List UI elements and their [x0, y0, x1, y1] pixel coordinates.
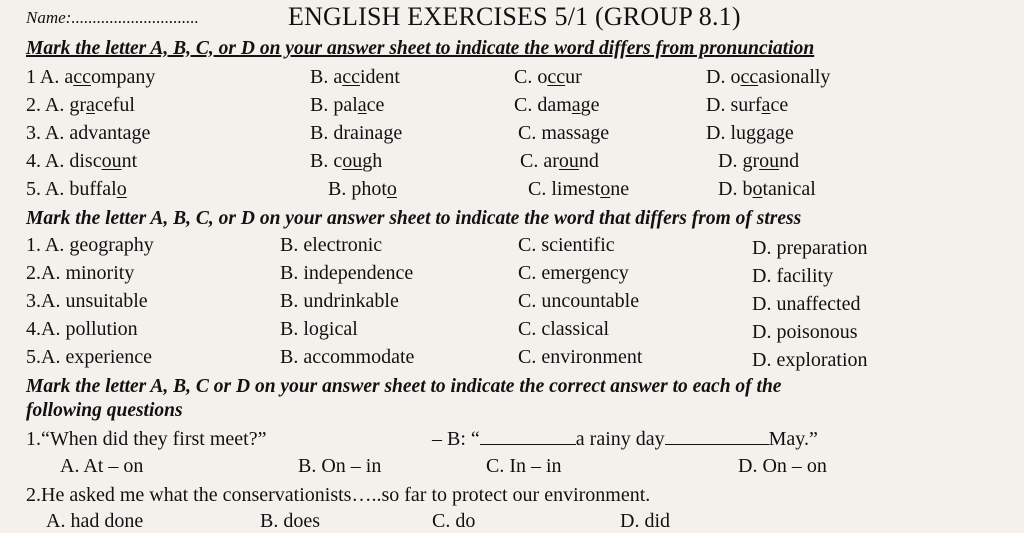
underlined-sound: o	[116, 178, 127, 200]
section1-instruction: Mark the letter A, B, C, or D on your answer sheet to indicate the word differs from pronunciation	[26, 38, 815, 59]
word-part: B. pal	[310, 94, 358, 116]
pronunciation-option-d	[706, 94, 788, 117]
pronunciation-option-b	[310, 150, 382, 173]
underlined-sound: ou	[101, 150, 122, 172]
pronunciation-option-b	[310, 94, 384, 117]
word-part: A. gr	[44, 94, 87, 116]
question-1-b-label: – B: “	[432, 428, 480, 450]
underlined-sound: a	[357, 94, 367, 116]
pronunciation-option-d	[706, 122, 794, 145]
stress-row-4	[0, 318, 1024, 346]
pronunciation-option-c	[514, 66, 582, 89]
word-part: A. buffal	[44, 178, 117, 200]
underlined-sound: a	[86, 94, 95, 116]
word-part: C. o	[514, 66, 548, 88]
stress-row-1	[0, 234, 1024, 262]
question-1-end: May.”	[768, 428, 818, 450]
pronunciation-option-d	[718, 178, 816, 201]
word-part: ident	[359, 66, 400, 88]
option-word: D. facility	[752, 265, 834, 287]
q2-option-a: A. had done	[46, 510, 144, 532]
q2-option-d: D. did	[620, 510, 670, 532]
name-label: Name:..............................	[26, 8, 199, 27]
stress-option-c	[518, 318, 609, 341]
underlined-sound: o	[752, 178, 763, 200]
word-part: D. gr	[718, 150, 760, 172]
q1-option-a: A. At – on	[60, 455, 144, 477]
pronunciation-option-b	[310, 122, 402, 145]
stress-option-d	[752, 321, 858, 344]
item-number: 3.	[26, 290, 41, 312]
underlined-sound: g	[774, 122, 785, 144]
option-word: C. uncountable	[518, 290, 640, 312]
pronunciation-option-a	[26, 94, 135, 117]
pronunciation-row-2	[0, 94, 1024, 122]
section3-instruction-line2: following questions	[26, 400, 183, 421]
stress-option-a	[26, 290, 148, 313]
q1-option-b: B. On – in	[298, 455, 382, 477]
word-part: ur	[565, 66, 582, 88]
section3-instruction-line1: Mark the letter A, B, C or D on your answer sheet to indicate the correct answer to each of the	[26, 376, 782, 397]
word-part: A. a	[39, 66, 74, 88]
stress-option-d	[752, 349, 868, 372]
option-word: B. accommodate	[280, 346, 415, 368]
word-part: e	[141, 122, 151, 144]
q1-option-d: D. On – on	[738, 455, 827, 477]
stress-option-c	[518, 234, 615, 257]
word-part: ne	[610, 178, 630, 200]
q2-option-b: B. does	[260, 510, 320, 532]
word-part: ce	[366, 94, 385, 116]
section2-instruction: Mark the letter A, B, C, or D on your answer sheet to indicate the word that differs from of stress	[26, 208, 802, 229]
option-word: A. pollution	[41, 318, 138, 340]
stress-option-b	[280, 262, 413, 285]
stress-option-d	[752, 265, 833, 288]
pronunciation-option-c	[520, 150, 599, 173]
item-number: 4.	[26, 150, 45, 172]
underlined-sound: a	[761, 94, 771, 116]
option-word: B. electronic	[280, 234, 383, 256]
option-word: C. scientific	[518, 234, 615, 256]
word-part: D. b	[718, 178, 753, 200]
stress-option-b	[280, 346, 414, 369]
item-number: 1	[26, 66, 40, 88]
option-word: A. minority	[41, 262, 135, 284]
option-word: D. preparation	[752, 237, 868, 259]
option-word: C. environment	[518, 346, 643, 368]
pronunciation-option-b	[310, 66, 400, 89]
option-word: A. unsuitable	[41, 290, 148, 312]
pronunciation-option-c	[518, 122, 609, 145]
word-part: ceful	[94, 94, 135, 116]
stress-option-a	[26, 262, 134, 285]
underlined-sound: cc	[740, 66, 759, 88]
question-1-mid: a rainy day	[575, 428, 665, 450]
pronunciation-option-a	[26, 66, 155, 89]
q2-option-c: C. do	[432, 510, 476, 532]
word-part: D. lugga	[706, 122, 775, 144]
pronunciation-row-1	[0, 66, 1024, 94]
option-word: D. unaffected	[752, 293, 861, 315]
item-number: 2.	[26, 262, 41, 284]
answer-blank-2	[665, 428, 769, 445]
underlined-sound: g	[131, 122, 142, 144]
underlined-sound: ou	[342, 150, 363, 172]
underlined-sound: g	[590, 122, 601, 144]
word-part: tanical	[762, 178, 816, 200]
word-part: nd	[779, 150, 800, 172]
word-part: ge	[580, 94, 600, 116]
word-part: D. o	[706, 66, 741, 88]
option-word: C. classical	[518, 318, 610, 340]
option-word: A. experience	[41, 346, 153, 368]
stress-option-b	[280, 318, 358, 341]
word-part: e	[784, 122, 794, 144]
worksheet-title: ENGLISH EXERCISES 5/1 (GROUP 8.1)	[288, 2, 741, 31]
underlined-sound: o	[386, 178, 397, 200]
question-1	[26, 428, 266, 451]
q1-option-c: C. In – in	[486, 455, 562, 477]
pronunciation-option-d	[706, 66, 830, 89]
word-part: C. limest	[528, 178, 601, 200]
pronunciation-option-a	[26, 178, 127, 201]
word-part: C. ar	[520, 150, 559, 172]
pronunciation-option-a	[26, 150, 137, 173]
option-word: C. emergency	[518, 262, 629, 284]
question-2-prompt: 2.He asked me what the conservationists…..so far to protect our environment.	[26, 484, 651, 506]
stress-option-c	[518, 262, 629, 285]
word-part: ompany	[91, 66, 156, 88]
word-part: gh	[362, 150, 383, 172]
underlined-sound: cc	[73, 66, 91, 88]
pronunciation-option-d	[718, 150, 799, 173]
word-part: A. disc	[44, 150, 102, 172]
option-word: D. poisonous	[752, 321, 858, 343]
underlined-sound: cc	[342, 66, 360, 88]
stress-option-a	[26, 346, 152, 369]
item-number: 1.	[26, 234, 45, 256]
stress-row-2	[0, 262, 1024, 290]
word-part: e	[393, 122, 403, 144]
stress-option-b	[280, 290, 399, 313]
option-word: B. undrinkable	[280, 290, 399, 312]
option-word: B. independence	[280, 262, 414, 284]
stress-option-d	[752, 293, 860, 316]
word-part: A. advanta	[44, 122, 132, 144]
question-1-response	[432, 428, 818, 451]
stress-option-b	[280, 234, 382, 257]
pronunciation-row-4	[0, 150, 1024, 178]
word-part: B. draina	[310, 122, 384, 144]
answer-blank-1	[480, 428, 576, 445]
stress-row-3	[0, 290, 1024, 318]
pronunciation-option-c	[514, 94, 600, 117]
underlined-sound: ou	[558, 150, 579, 172]
word-part: B. a	[310, 66, 343, 88]
word-part: C. massa	[518, 122, 591, 144]
word-part: B. c	[310, 150, 343, 172]
underlined-sound: o	[600, 178, 611, 200]
word-part: B. phot	[328, 178, 387, 200]
item-number: 4.	[26, 318, 41, 340]
item-number: 2.	[26, 94, 45, 116]
stress-option-c	[518, 290, 639, 313]
underlined-sound: a	[571, 94, 581, 116]
underlined-sound: ou	[759, 150, 780, 172]
pronunciation-row-5	[0, 178, 1024, 206]
word-part: nt	[121, 150, 138, 172]
item-number: 3.	[26, 122, 45, 144]
item-number: 5.	[26, 346, 41, 368]
word-part: D. surf	[706, 94, 762, 116]
stress-row-5	[0, 346, 1024, 374]
option-word: A. geography	[44, 234, 154, 256]
option-word: D. exploration	[752, 349, 868, 371]
pronunciation-option-b	[328, 178, 397, 201]
option-word: B. logical	[280, 318, 358, 340]
underlined-sound: cc	[547, 66, 566, 88]
underlined-sound: g	[383, 122, 394, 144]
pronunciation-row-3	[0, 122, 1024, 150]
pronunciation-option-c	[528, 178, 629, 201]
word-part: e	[600, 122, 610, 144]
question-1-prompt: 1.“When did they first meet?”	[26, 428, 267, 450]
word-part: ce	[770, 94, 789, 116]
stress-option-a	[26, 318, 138, 341]
stress-option-a	[26, 234, 154, 257]
word-part: asionally	[758, 66, 831, 88]
stress-option-d	[752, 237, 868, 260]
item-number: 5.	[26, 178, 45, 200]
pronunciation-option-a	[26, 122, 150, 145]
stress-option-c	[518, 346, 642, 369]
word-part: nd	[578, 150, 599, 172]
word-part: C. dam	[514, 94, 572, 116]
